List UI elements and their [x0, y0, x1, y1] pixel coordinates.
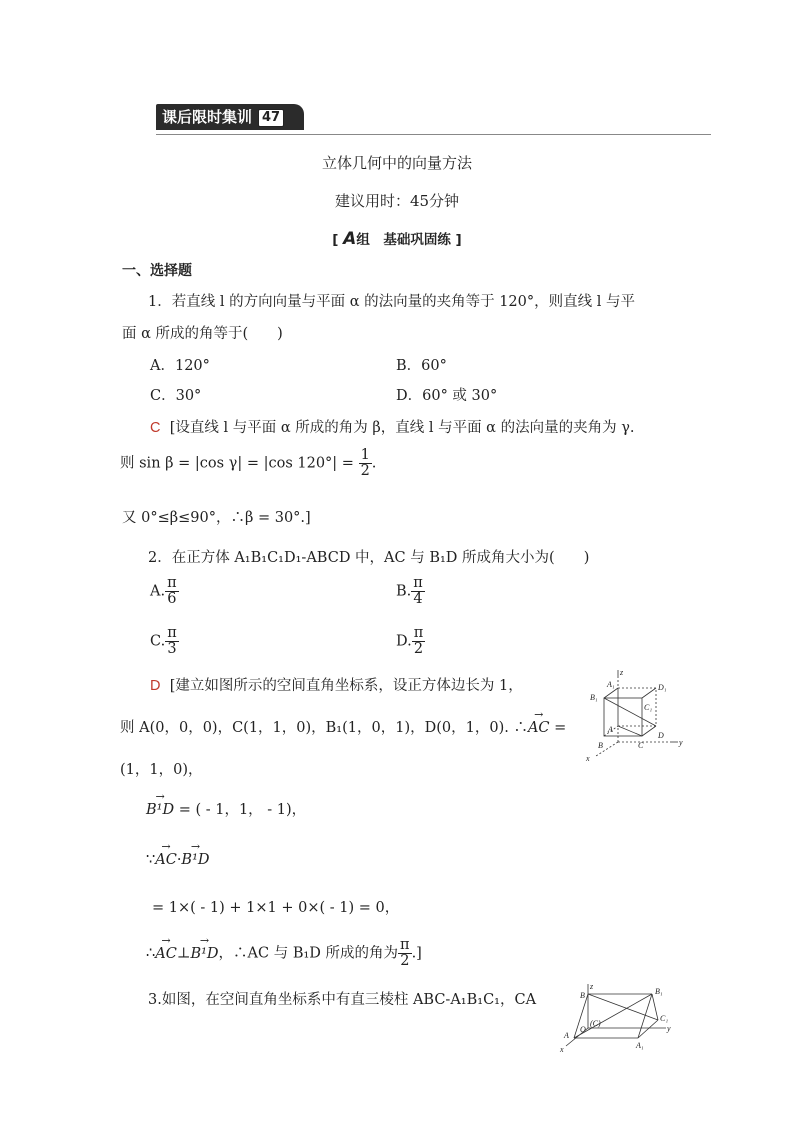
chapter-badge-label: 课后限时集训: [162, 108, 253, 126]
header-rule: [156, 134, 711, 135]
fig1-x-label: x: [586, 754, 590, 763]
q2-solution-line2: 则 A(0，0，0)，C(1，1，0)，B₁(1，0，1)，D(0，1，0). ∴→ AC =: [120, 716, 566, 737]
fig2-c1-label: C₁: [660, 1014, 669, 1023]
fig1-z-label: z: [620, 668, 624, 677]
vector-ac: → AC: [528, 720, 550, 736]
q2-solution-line3: (1，1，0)，: [120, 762, 203, 778]
fig2-b-label: B: [580, 991, 585, 1000]
q1-option-c: C．30°: [150, 388, 202, 404]
fig1-b1-label: B₁: [590, 693, 598, 702]
time-hint: 建议用时：45分钟: [334, 192, 460, 210]
fig2-a-label: A: [564, 1031, 569, 1040]
q1-stem-line1: 1．若直线 l 的方向向量与平面 α 的法向量的夹角等于 120°，则直线 l 与平: [148, 294, 635, 310]
fig1-d-label: D: [658, 731, 664, 740]
q2-option-d: D. $\frac{\pi}{2}$: [396, 625, 424, 658]
q2-solution-line1: D [建立如图所示的空间直角坐标系，设正方体边长为 1，: [150, 678, 523, 694]
fig2-x-label: x: [560, 1045, 564, 1054]
fig1-b-label: B: [598, 741, 603, 750]
q2-option-b: B. $\frac{\pi}{4}$: [396, 575, 423, 608]
group-heading: [ A组 基础巩固练 ]: [332, 229, 462, 249]
q1-solution-line3: 又 0°≤β≤90°，∴β = 30°.]: [122, 510, 311, 526]
fig1-c-label: C: [638, 741, 644, 750]
q1-solution-line2: 则 sin β = |cos γ| = |cos 120°| = $\frac{1}{2}$ .: [120, 447, 377, 480]
q1-solution-line1: C [设直线 l 与平面 α 所成的角为 β，直线 l 与平面 α 的法向量的夹角为 γ.: [150, 420, 635, 436]
fig1-c1-label: C₁: [644, 703, 653, 712]
page-title: 立体几何中的向量方法: [321, 154, 472, 172]
fig2-z-label: z: [590, 982, 594, 991]
fig1-a1-label: A₁: [607, 680, 615, 689]
q2-solution-line4: → B¹D = ( - 1，1， - 1)，: [146, 798, 306, 819]
q1-stem-line2: 面 α 所成的角等于( ): [122, 326, 283, 342]
fig2-a1-label: A₁: [636, 1041, 644, 1050]
chapter-badge: [156, 104, 304, 130]
fig2-y-label: y: [667, 1024, 671, 1033]
q2-solution-line7: ∴→ AC⊥→ B¹D，∴AC 与 B₁D 所成的角为 $\frac{\pi}{2}$ .]: [146, 938, 422, 969]
fig1-d1-label: D₁: [658, 683, 667, 692]
vector-b1d: → B¹D: [146, 802, 174, 818]
fig2-c-label: (C): [590, 1019, 601, 1028]
q1-answer: C: [150, 420, 161, 436]
fig2-b1-label: B₁: [655, 987, 663, 996]
group-label: 组 基础巩固练: [356, 232, 451, 248]
section-heading: 一、选择题: [122, 263, 192, 279]
q2-solution-line6: = 1×( - 1) + 1×1 + 0×( - 1) = 0，: [152, 900, 400, 916]
cube-figure: [578, 668, 686, 764]
chapter-badge-number: 47: [258, 109, 284, 127]
q2-stem: 2．在正方体 A₁B₁C₁D₁-ABCD 中，AC 与 B₁D 所成角大小为( ): [148, 550, 590, 566]
prism-figure: [556, 980, 676, 1056]
q1-option-a: A．120°: [150, 358, 210, 374]
fig1-a-label: A: [608, 725, 613, 734]
group-letter: A: [343, 229, 357, 249]
fig2-o-label: O: [580, 1025, 586, 1034]
q2-answer: D: [150, 678, 161, 694]
q1-fraction: $\frac{1}{2}$: [360, 447, 370, 480]
q1-option-b: B．60°: [396, 358, 447, 374]
q2-solution-line5: ∵→ AC·→ B¹D: [146, 852, 210, 868]
fig1-y-label: y: [679, 738, 683, 747]
q2-option-a: A. $\frac{\pi}{6}$: [150, 575, 177, 608]
q1-option-d: D．60° 或 30°: [396, 388, 498, 404]
q3-stem: 3.如图，在空间直角坐标系中有直三棱柱 ABC-A₁B₁C₁，CA: [148, 992, 537, 1008]
q2-option-c: C. $\frac{\pi}{3}$: [150, 625, 177, 658]
